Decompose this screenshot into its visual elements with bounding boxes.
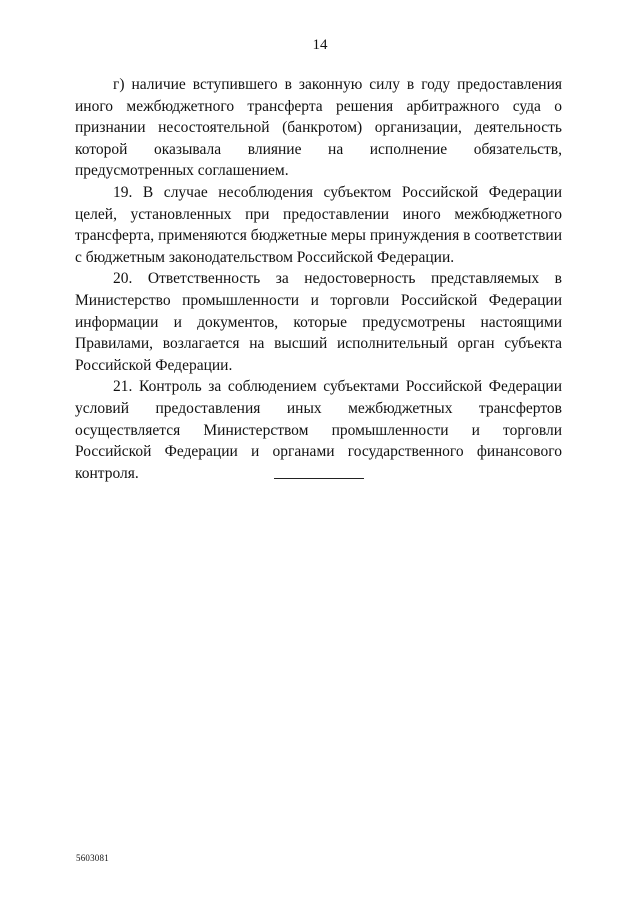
page-number: 14 xyxy=(312,37,328,53)
paragraph-item-g: г) наличие вступившего в законную силу в году предоставления иного межбюджетного трансферта решения арбитражного суда о признании несостоятельной (банкротом) организации, деятельность которой оказывала влияние на исполнение обязательств, предусмотренных соглашением. xyxy=(75,76,562,180)
document-body xyxy=(75,74,562,484)
paragraph-21: 21. Контроль за соблюдением субъектами Российской Федерации условий предоставления иных межбюджетных трансфертов осуществляется Министерством промышленности и торговли Российской Федерации и органами государственного финансового контроля. xyxy=(75,378,562,482)
document-code: 5603081 xyxy=(76,853,109,863)
paragraph-19: 19. В случае несоблюдения субъектом Российской Федерации целей, установленных при предоставлении иного межбюджетного трансферта, применяются бюджетные меры принуждения в соответствии с бюджетным законодательством Российской Федерации. xyxy=(75,183,562,266)
end-separator-line xyxy=(274,478,364,479)
paragraph-20: 20. Ответственность за недостоверность представляемых в Министерство промышленности и торговли Российской Федерации информации и документов, которые предусмотрены настоящими Правилами, возлагается на высший исполнительный орган субъекта Российской Федерации. xyxy=(75,270,562,374)
